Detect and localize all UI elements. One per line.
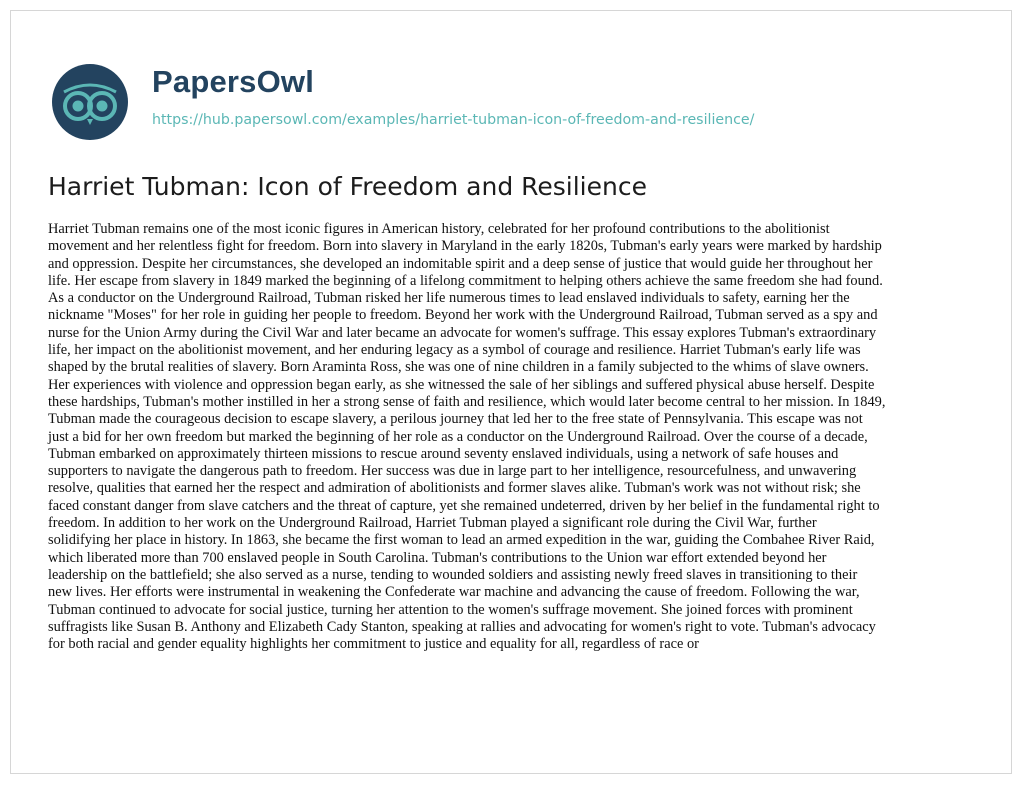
article-title: Harriet Tubman: Icon of Freedom and Resilience (48, 172, 647, 201)
site-header (50, 62, 754, 142)
article-body-line: Her experiences with violence and oppression began early, as she witnessed the sale of her siblings and suffered physical abuse herself. Despite (48, 376, 875, 393)
article-body-line: these hardships, Tubman's mother instilled in her a strong sense of faith and resilience, which would later become central to her mission. In 1849, (48, 393, 886, 410)
article-body-line: life. Her escape from slavery in 1849 marked the beginning of a lifelong commitment to helping others achieve the same freedom she had found. (48, 272, 883, 289)
article-body-line: faced constant danger from slave catchers and the threat of capture, yet she remained undeterred, driven by her belief in the fundamental right to (48, 497, 880, 514)
article-body-line: which liberated more than 700 enslaved people in South Carolina. Tubman's contributions to the Union war effort extended beyond her (48, 549, 827, 566)
article-body-line: shaped by the brutal realities of slavery. Born Araminta Ross, she was one of nine children in a family subjected to the whims of slave owners. (48, 359, 869, 376)
article-body-line: resolve, qualities that earned her the respect and admiration of abolitionists and former slaves alike. Tubman's work was not without risk; she (48, 480, 861, 497)
article-body-line: movement and her relentless fight for freedom. Born into slavery in Maryland in the early 1820s, Tubman's early years were marked by hardship (48, 238, 882, 255)
article-body (48, 221, 1024, 653)
article-body-line: for both racial and gender equality highlights her commitment to justice and equality for all, regardless of race or (48, 636, 699, 653)
article-body-line: solidifying her place in history. In 1863, she became the first woman to lead an armed expedition in the war, guiding the Combahee River Raid, (48, 532, 875, 549)
article-body-line: freedom. In addition to her work on the Underground Railroad, Harriet Tubman played a significant role during the Civil War, further (48, 515, 817, 532)
brand-name[interactable]: PapersOwl (152, 64, 315, 99)
article-body-line: leadership on the battlefield; she also served as a nurse, tending to wounded soldiers and assisting newly freed slaves in transitioning to their (48, 566, 858, 583)
article-body-line: and oppression. Despite her circumstances, she developed an indomitable spirit and a deep sense of justice that would guide her throughout her (48, 255, 873, 272)
article-body-line: nickname "Moses" for her role in guiding her people to freedom. Beyond her work with the Underground Railroad, Tubman served as a spy and (48, 307, 878, 324)
article-body-line: supporters to navigate the dangerous path to freedom. Her success was due in large part to her intelligence, resourcefulness, and unwavering (48, 463, 857, 480)
article-body-line: Tubman continued to advocate for social justice, turning her attention to the women's suffrage movement. She joined forces with prominent (48, 601, 853, 618)
article-body-line: Tubman made the courageous decision to escape slavery, a perilous journey that led her to the free state of Pennsylvania. This escape was not (48, 411, 863, 428)
brand-block (152, 62, 754, 130)
article-body-line: new lives. Her efforts were instrumental in weakening the Confederate war machine and advancing the cause of freedom. Following the war, (48, 584, 860, 601)
article-body-line: As a conductor on the Underground Railroad, Tubman risked her life numerous times to lead enslaved individuals to safety, earning her the (48, 290, 850, 307)
article-body-line: suffragists like Susan B. Anthony and Elizabeth Cady Stanton, speaking at rallies and advocating for women's right to vote. Tubman's advocacy (48, 618, 876, 635)
article-body-line: life, her impact on the abolitionist movement, and her enduring legacy as a symbol of courage and resilience. Harriet Tubman's early life was (48, 342, 861, 359)
article-body-line: Harriet Tubman remains one of the most iconic figures in American history, celebrated for her profound contributions to the abolitionist (48, 221, 830, 237)
article-body-line: just a bid for her own freedom but marked the beginning of her role as a conductor on the Underground Railroad. Over the course of a decade, (48, 428, 868, 445)
article-body-line: nurse for the Union Army during the Civil War and later became an advocate for women's suffrage. This essay explores Tubman's extraordinary (48, 324, 877, 341)
owl-eyes-logo-icon (50, 62, 130, 142)
page-url-link[interactable]: https://hub.papersowl.com/examples/harriet-tubman-icon-of-freedom-and-resilience/ (152, 112, 755, 128)
article-body-line: Tubman embarked on approximately thirteen missions to rescue around seventy enslaved individuals, using a network of safe houses and (48, 445, 839, 462)
